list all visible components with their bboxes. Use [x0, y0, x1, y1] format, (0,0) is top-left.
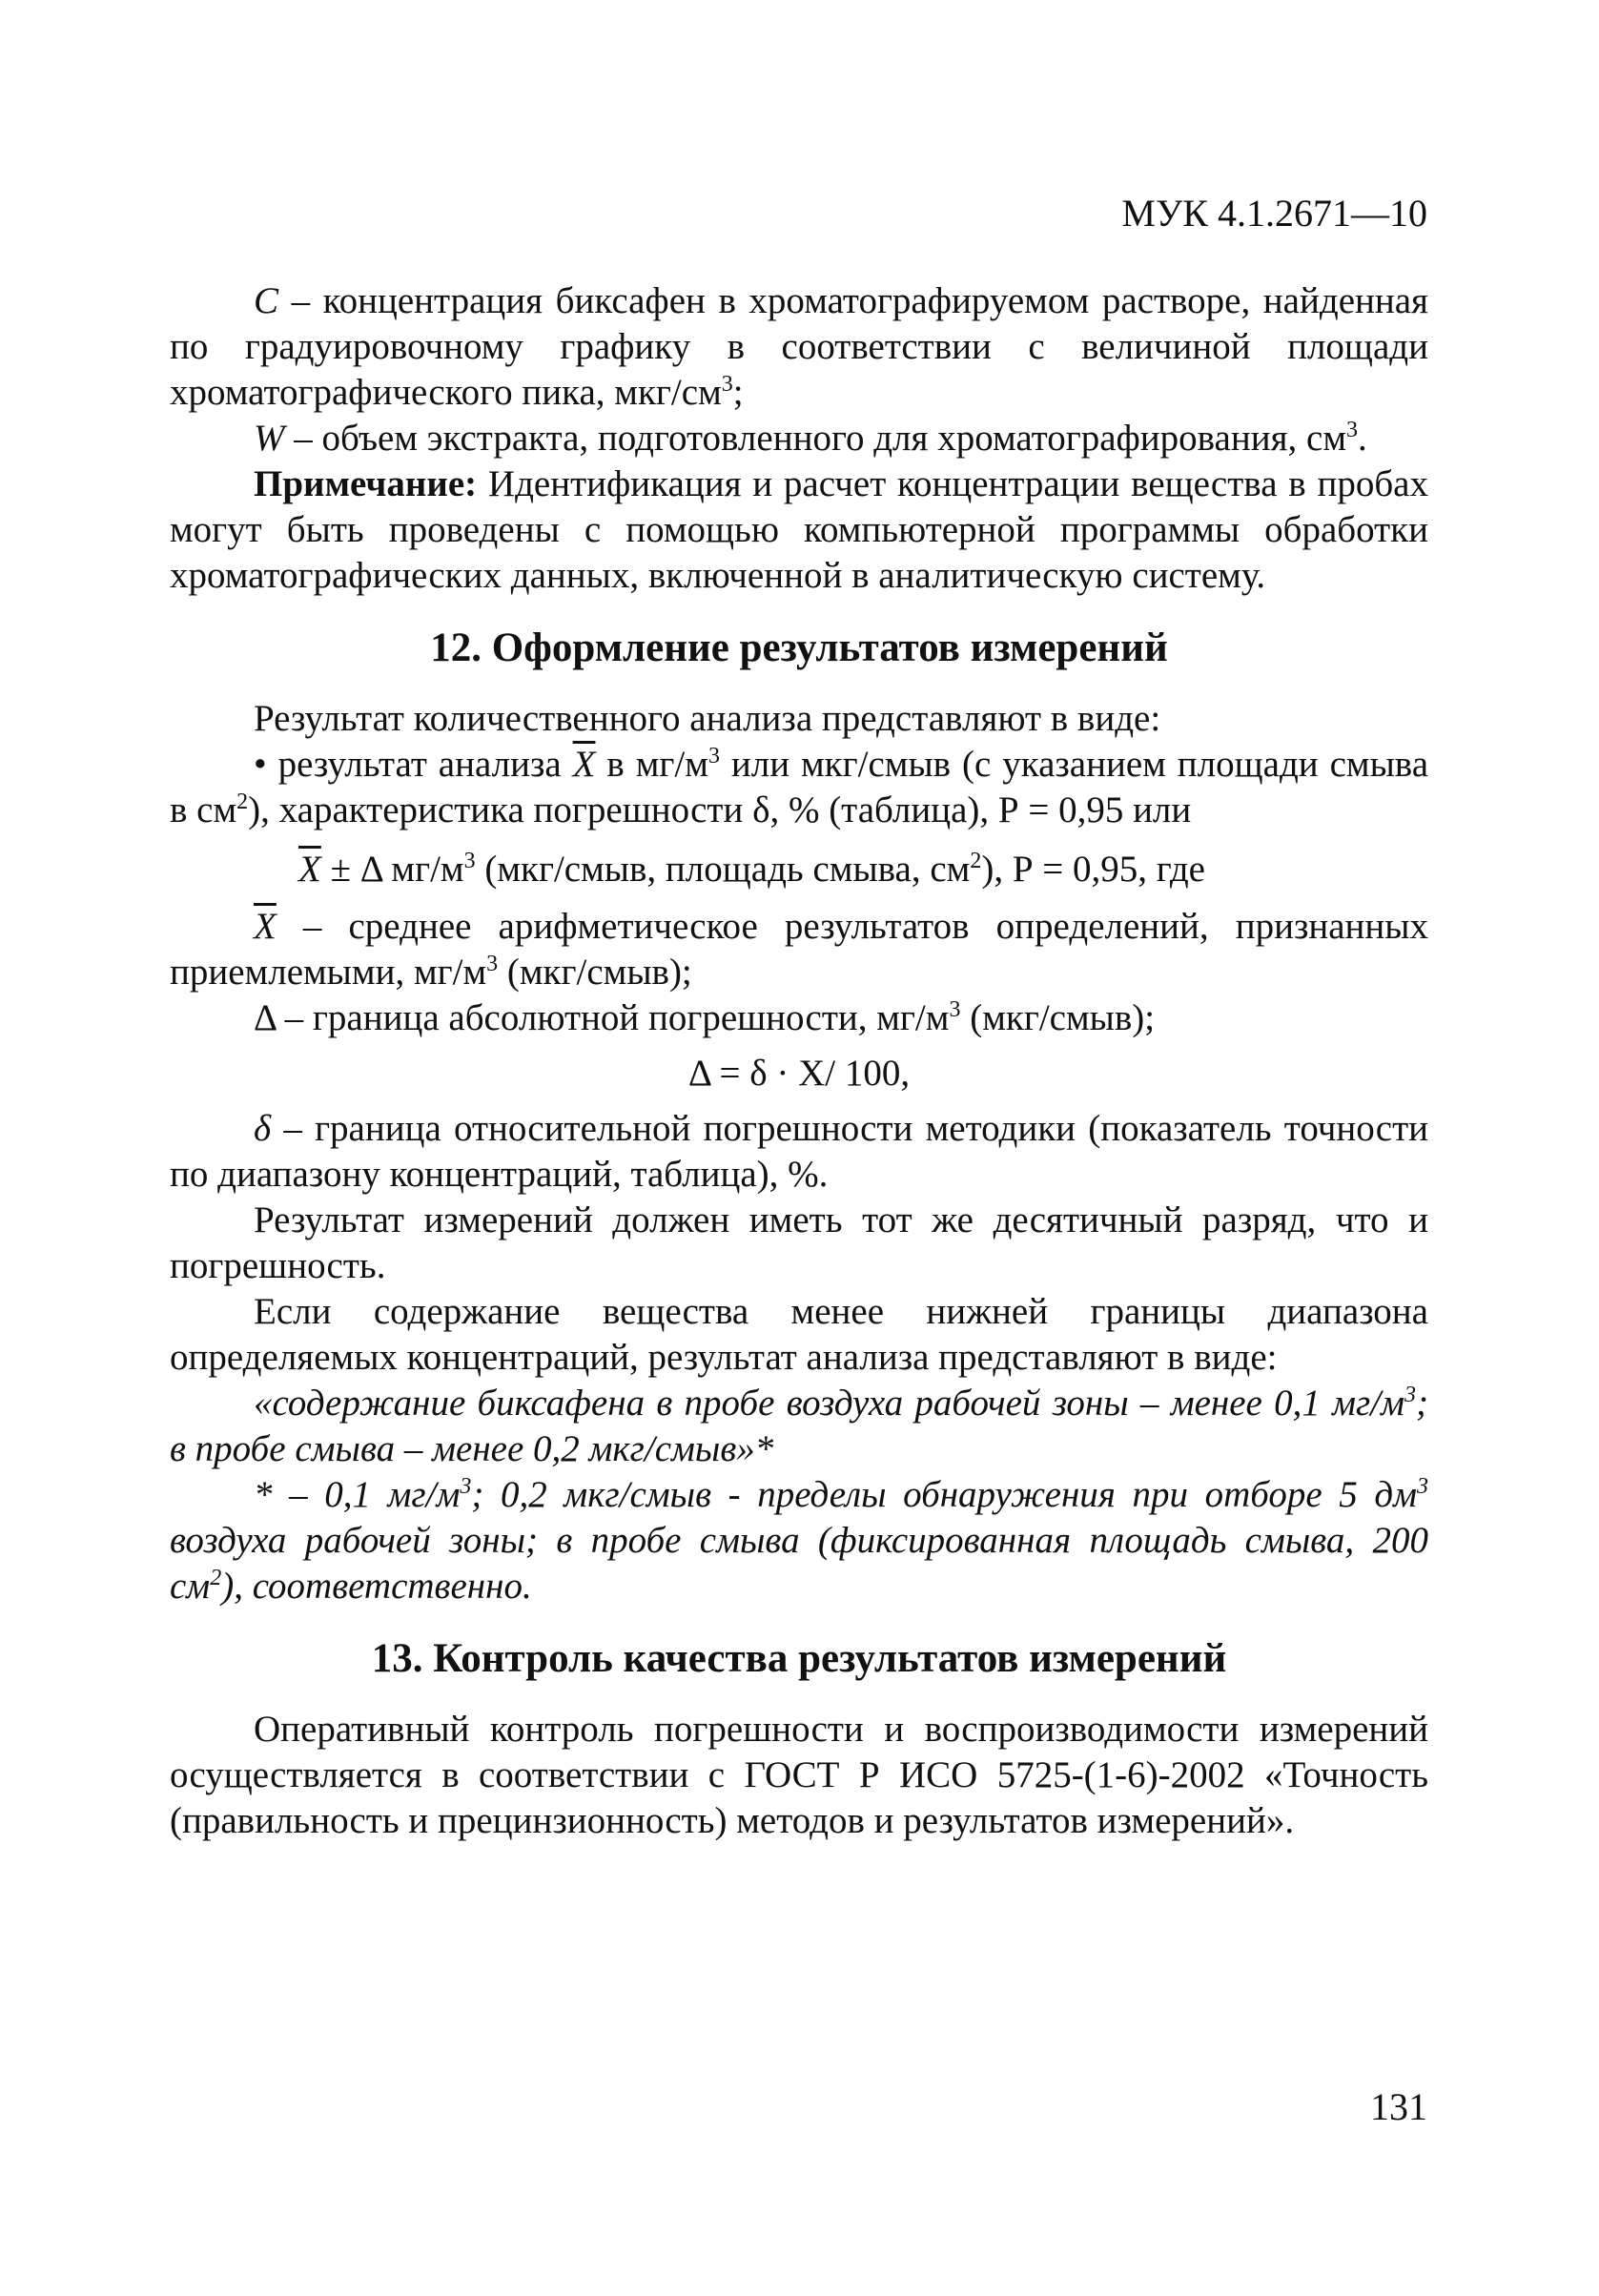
below-limit-paragraph: Если содержание вещества менее нижней границы диапазона определяемых концентраций, результат анализа представляют в виде:: [170, 1291, 1428, 1378]
quote-part: «содержание биксафена в пробе воздуха рабочей зоны – менее 0,1 мг/м: [254, 1383, 1404, 1424]
superscript: 3: [1417, 1474, 1428, 1499]
formula-text: ± Δ мг/м: [320, 849, 464, 890]
superscript: 3: [949, 997, 961, 1022]
note-label: Примечание:: [254, 463, 478, 504]
symbol-w: W: [254, 418, 285, 459]
superscript: 3: [721, 372, 733, 397]
superscript: 3: [486, 952, 499, 976]
decimal-paragraph: Результат измерений должен иметь тот же десятичный разряд, что и погрешность.: [170, 1199, 1428, 1286]
x-mean-symbol: $\overline{X}$: [254, 906, 277, 947]
definition-w-text: – объем экстракта, подготовленного для хроматографирования, см: [284, 418, 1347, 459]
definition-c: [170, 278, 1428, 416]
definition-text: – среднее арифметическое результатов определений, признанных приемлемыми, мг/м: [170, 906, 1428, 993]
result-bullet: [170, 742, 1428, 833]
definition-text: Δ – граница абсолютной погрешности, мг/м: [254, 997, 950, 1038]
section-13-text: Оперативный контроль погрешности и воспроизводимости измерений осуществляется в соответствии с ГОСТ Р ИСО 5725-(1-6)-2002 «Точность (правильность и прецинзионность) методов и результатов измерений».: [170, 1709, 1428, 1841]
bullet-prefix: • результат анализа: [254, 744, 573, 785]
delta-formula: Δ = δ · X/ 100,: [687, 1053, 911, 1094]
section-12-title: 12. Оформление результатов измерений: [430, 625, 1168, 670]
punctuation: ;: [732, 372, 744, 413]
symbol-c: C: [254, 280, 279, 321]
document-code: МУК 4.1.2671—10: [1121, 192, 1427, 235]
definition-text: – граница относительной погрешности методики (показатель точности по диапазону концентраций, таблица), %.: [170, 1108, 1428, 1195]
quote-text: [170, 1383, 1428, 1469]
definition-c-text: – концентрация биксафен в хроматографируемом растворе, найденная по градуировочному графику в соответствии с величиной площади хроматографического пика, мкг/см: [170, 280, 1428, 413]
definition-w: [170, 416, 1428, 461]
superscript: 2: [236, 789, 249, 814]
x-mean-symbol: $\overline{X}$: [572, 744, 596, 785]
note-text: Идентификация и расчет концентрации вещества в пробах могут быть проведены с помощью компьютерной программы обработки хроматографических данных, включенной в аналитическую систему.: [170, 463, 1428, 596]
superscript: 3: [463, 849, 476, 873]
superscript: 3: [1404, 1383, 1416, 1407]
definition-text: (мкг/смыв);: [960, 997, 1156, 1038]
definition-x-mean: [170, 904, 1428, 995]
formula-text: ), Р = 0,95, где: [981, 849, 1205, 890]
bullet-text: или мкг/смыв (с указанием площади смыва в см: [170, 744, 1429, 830]
section-12-intro: Результат количественного анализа представляют в виде:: [254, 698, 1161, 739]
page-content: [170, 278, 1428, 1844]
superscript: 3: [1346, 418, 1359, 442]
formula-text: (мкг/смыв, площадь смыва, см: [475, 849, 971, 890]
punctuation: .: [1358, 418, 1367, 459]
footnote-part: воздуха рабочей зоны; в пробе смыва (фиксированная площадь смыва, 200 см: [170, 1520, 1428, 1607]
superscript: 2: [210, 1566, 222, 1590]
section-13-title: 13. Контроль качества результатов измерений: [371, 1636, 1227, 1681]
note-paragraph: [170, 461, 1428, 599]
definition-small-delta: [170, 1106, 1428, 1198]
footnote-part: ; 0,2 мкг/смыв - пределы обнаружения при отборе 5 дм: [471, 1474, 1417, 1515]
superscript: 2: [970, 849, 982, 873]
bullet-text: в мг/м: [595, 744, 708, 785]
bullet-text: ), характеристика погрешности δ, % (таблица), Р = 0,95 или: [248, 789, 1192, 830]
definition-text: (мкг/смыв);: [498, 952, 692, 993]
quote-paragraph: [170, 1381, 1428, 1472]
footnote-text: [170, 1474, 1428, 1607]
symbol-small-delta: δ: [254, 1108, 272, 1149]
definition-delta: [170, 995, 1428, 1041]
x-mean-symbol: $\overline{X}$: [298, 849, 321, 890]
quote-part: ; в пробе смыва – менее 0,2 мкг/смыв»*: [170, 1383, 1428, 1469]
page-number: 131: [1370, 2085, 1427, 2128]
superscript: 3: [460, 1474, 472, 1499]
superscript: 3: [707, 744, 720, 769]
result-formula: [170, 847, 1428, 892]
footnote-part: ), соответственно.: [221, 1566, 532, 1607]
footnote-paragraph: [170, 1472, 1428, 1609]
footnote-part: * – 0,1 мг/м: [254, 1474, 461, 1515]
